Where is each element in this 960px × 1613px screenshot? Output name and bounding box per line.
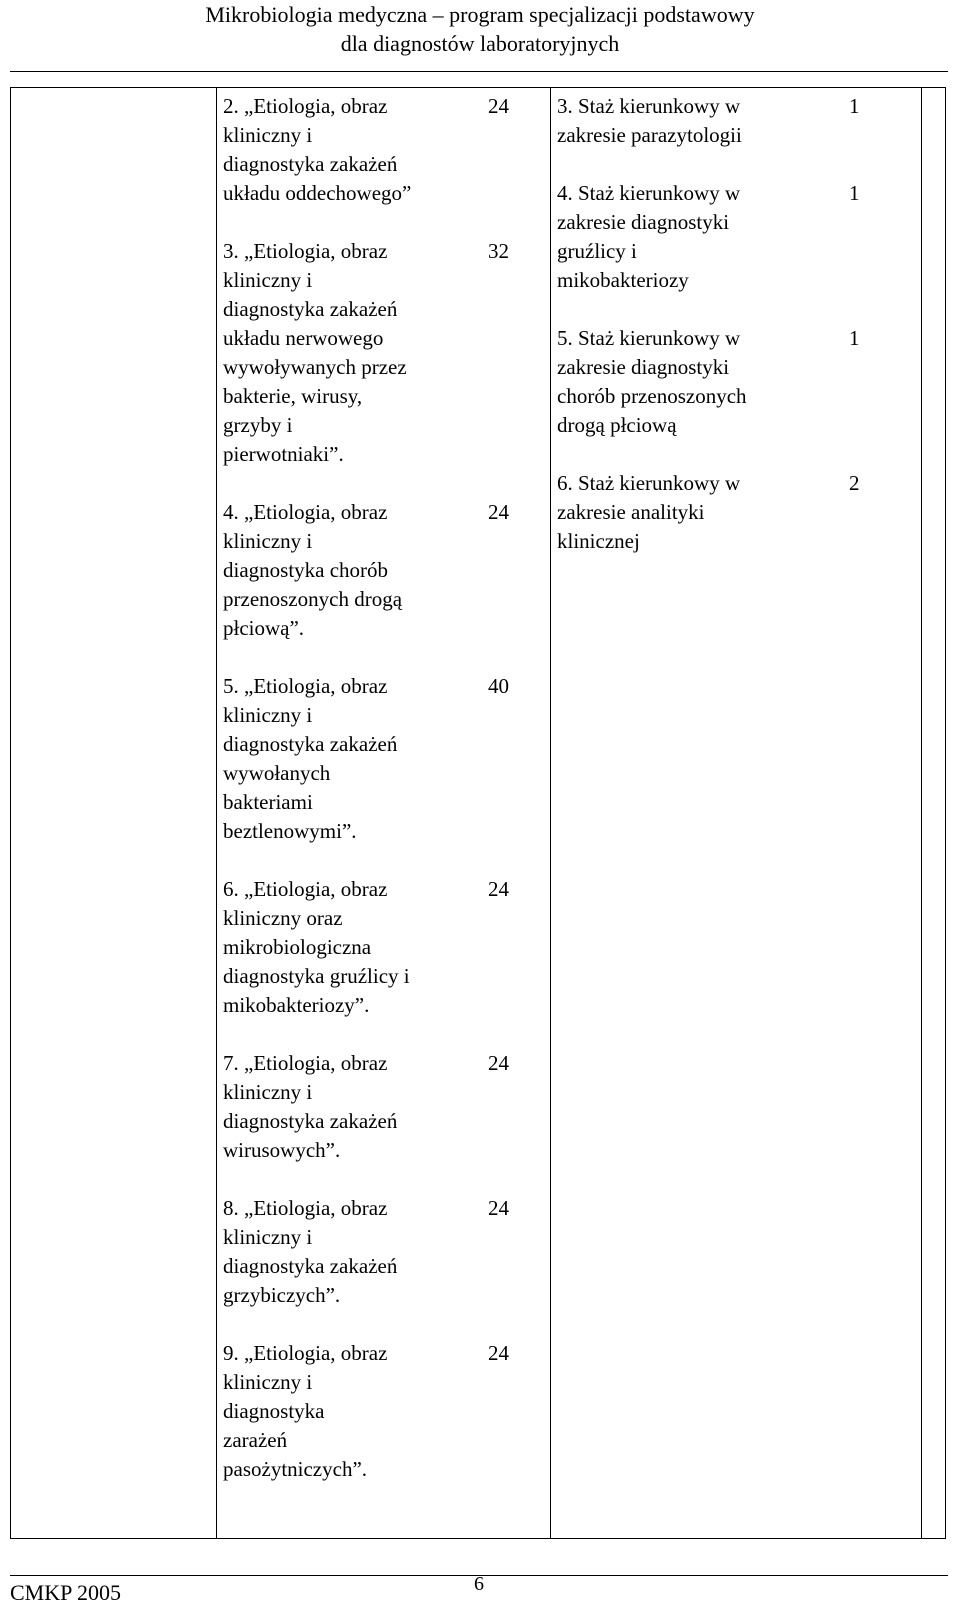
internship-weeks-column	[849, 92, 889, 556]
topic-hours: 24	[488, 1196, 509, 1220]
topic-hours-column	[488, 92, 538, 1484]
program-table	[10, 87, 946, 1539]
internship-title: 5. Staż kierunkowy w zakresie diagnostyki chorób przenoszonych drogą płciową	[557, 326, 747, 437]
topic-hours: 24	[488, 1051, 509, 1075]
topic-hours: 24	[488, 1341, 509, 1365]
topic-title: 4. „Etiologia, obraz kliniczny i diagnostyka chorób przenoszonych drogą płciową”.	[223, 500, 403, 640]
topic-title: 9. „Etiologia, obraz kliniczny i diagnostyka zarażeń pasożytniczych”.	[223, 1341, 388, 1481]
internship-title: 6. Staż kierunkowy w zakresie analityki klinicznej	[557, 471, 741, 553]
page-number: 6	[474, 1573, 484, 1595]
table-column-divider	[921, 88, 922, 1538]
topic-hours: 24	[488, 94, 509, 118]
internship-weeks: 1	[849, 326, 860, 350]
topic-hours: 24	[488, 877, 509, 901]
table-column-divider	[550, 88, 551, 1538]
topic-title: 8. „Etiologia, obraz kliniczny i diagnostyka zakażeń grzybiczych”.	[223, 1196, 398, 1307]
topic-title: 2. „Etiologia, obraz kliniczny i diagnostyka zakażeń układu oddechowego”	[223, 94, 412, 205]
topic-title: 6. „Etiologia, obraz kliniczny oraz mikrobiologiczna diagnostyka gruźlicy i mikobakteriozy”.	[223, 877, 410, 1017]
topic-title: 7. „Etiologia, obraz kliniczny i diagnostyka zakażeń wirusowych”.	[223, 1051, 398, 1162]
table-column-divider	[216, 88, 217, 1538]
internship-title: 3. Staż kierunkowy w zakresie parazytologii	[557, 94, 742, 147]
internship-weeks: 1	[849, 94, 860, 118]
topic-hours: 40	[488, 674, 509, 698]
footer-publisher: CMKP 2005	[10, 1580, 122, 1605]
topics-column	[223, 92, 488, 1513]
internships-column	[557, 92, 807, 585]
topic-title: 3. „Etiologia, obraz kliniczny i diagnostyka zakażeń układu nerwowego wywoływanych przez bakterie, wirusy, grzyby i pierwotniaki”.	[223, 239, 407, 466]
topic-hours: 32	[488, 239, 509, 263]
topic-hours: 24	[488, 500, 509, 524]
header-title-line2: dla diagnostów laboratoryjnych	[340, 31, 620, 56]
topic-title: 5. „Etiologia, obraz kliniczny i diagnostyka zakażeń wywołanych bakteriami beztlenowymi”.	[223, 674, 398, 843]
internship-weeks: 1	[849, 181, 860, 205]
header-divider	[10, 71, 948, 72]
internship-title: 4. Staż kierunkowy w zakresie diagnostyki gruźlicy i mikobakteriozy	[557, 181, 741, 292]
internship-weeks: 2	[849, 471, 860, 495]
page-header	[0, 0, 960, 58]
header-title-line1: Mikrobiologia medyczna – program specjalizacji podstawowy	[205, 2, 755, 27]
